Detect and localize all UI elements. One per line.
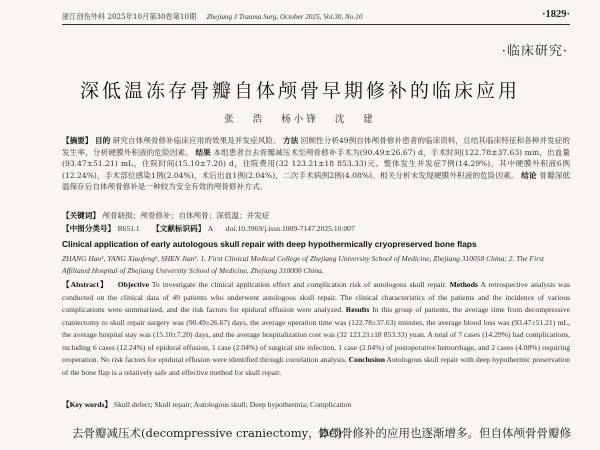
doi: doi:10.3969/j.issn.1009-7147.2025.10.007: [225, 224, 355, 233]
author-name: 张 浩: [224, 114, 266, 125]
body-text-right: 体颅骨修补的应用也逐渐增多。但自体颅骨骨瓣修: [318, 426, 571, 440]
running-header: [62, 8, 570, 25]
article-title-en: Clinical application of early autologous skull repair with deep hypothermically cryopreserved bone flaps: [62, 239, 477, 249]
body-text-left: 去骨瓣减压术(decompressive craniectomy，DC): [72, 426, 343, 440]
classification-line: 【中图分类号】 R651.1 【文献标识码】 A doi:10.3969/j.issn.1009-7147.2025.10.007: [62, 224, 355, 233]
keywords-cn: 【关键词】 颅骨缺损；颅骨修补；自体颅骨；深低温；并发症: [62, 211, 270, 220]
author-name: 沈 建: [334, 114, 376, 125]
section-label: ·临床研究·: [501, 44, 568, 59]
abstract-cn: 【摘要】 目的 研究自体颅骨修补临床应用的效果及并发症风险。 方法 回顾性分析49例自体颅骨修补患者的临床资料，总结其临床特征和各种并发症的发生率，分析硬膜外积液的危险因素。 结果 本组患者自去骨瓣减压术至颅骨修补手术为(90.49±26.67) d，手术时间(122.78±37.63) min，出血量(93.47±51.21) mL，住院时间(15.10±7.20) d，住院费用(32 123.21±18 853.33)元。整体发生并发症7例(14.29%)，其中硬膜外积液6例(12.24%)，手术部位感染1例(2.04%)，术后出血1例(2.04%)，二次手术病例2例(4.08%)。相关分析未发现硬膜外积液的危险因素。 结论 骨瓣深低温保存后自体颅骨修补是一种较为安全有效的颅骨修补方式。: [62, 136, 571, 192]
page-number: ·1829·: [541, 9, 570, 20]
authors-cn: [0, 111, 600, 125]
article-title-cn: 深低温冻存骨瓣自体颅骨早期修补的临床应用: [79, 80, 520, 102]
keywords-en: 【Key words】 Skull defect; Skull repair; Autologous skull; Deep hypothermia; Complication: [62, 400, 352, 409]
abstract-en: 【Abstract】 Objective To investigate the clinical application effect and complication risk of autologous skull repair. Methods A retrospective analysis was conducted on the clinical data of 49 patients who underwent autologous skull repair. The clinical characteristics of the patients and the incidence of various complications were summarized, and the risk factors for epidural effusion were analyzed. Results In this group of patients, the average time from decompressive craniectomy to skull repair surgery was (90.49±26.67) days, the average operation time was (122.78±37.63) minutes, the average blood loss was (93.47±51.21) mL, the average hospital stay was (15.10±7.20) days, and the average hospitalization cost was (32 123.21±18 853.33) yuan. A total of 7 cases (14.29%) had complications, including 6 cases (12.24%) of epidural effusion, 1 case (2.04%) of surgical site infection, 1 case (2.04%) of postoperative hemorrhage, and 2 cases (4.08%) requiring reoperation. No risk factors for epidural effusion were identified through correlation analysis. Conclusion Autologous skull repair with deep hypothermic preservation of the bone flap is a relatively safe and effective method for skull repair.: [62, 280, 571, 377]
journal-citation: 浙江创伤外科 2025年10月第30卷第10期 Zhejiang J Trauma Surg, October 2025, Vol.30, No.10: [62, 12, 363, 21]
author-name: 杨小锋: [281, 114, 319, 125]
authors-en: ZHANG Hao¹, YANG Xiaofeng², SHEN Jian¹. 1. First Clinical Medical College of Zhejiang University School of Medicine, Zhejiang 310058 China; 2. The First Affiliated Hospital of Zhejiang University School of Medicine, Zhejiang 310000 China.: [62, 254, 545, 275]
